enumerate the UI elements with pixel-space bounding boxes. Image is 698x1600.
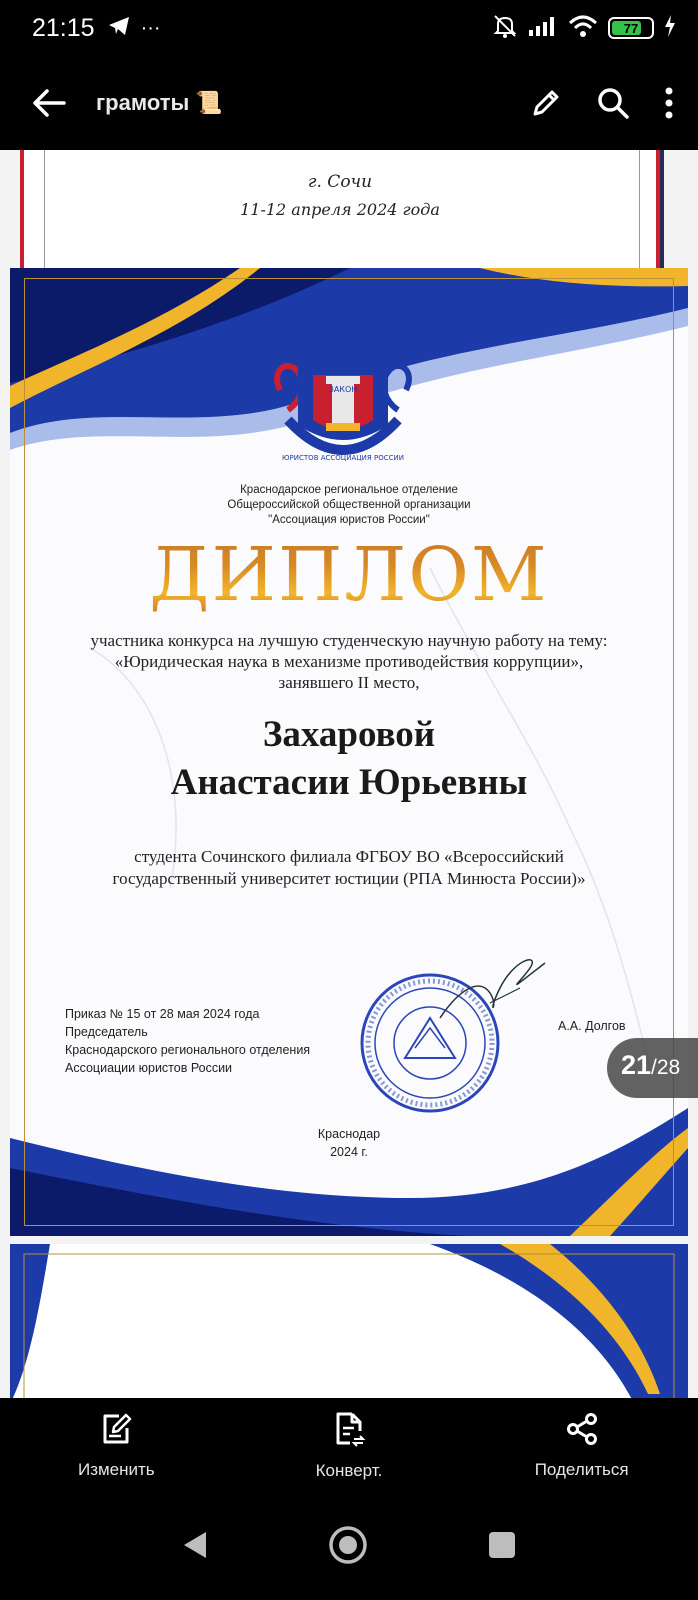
diploma-text-line-3: занявшего II место, [278, 673, 420, 692]
share-button[interactable] [492, 1412, 672, 1480]
student-line-1: студента Сочинского филиала ФГБОУ ВО «Всероссийский [134, 847, 564, 866]
student-line-2: государственный университет юстиции (РПА Минюста России)» [112, 869, 586, 888]
signal-icon [528, 15, 558, 42]
org-line-3: "Ассоциация юристов России" [268, 514, 430, 526]
chair-line-2: Краснодарского регионального отделения [65, 1043, 311, 1057]
battery-icon [608, 17, 654, 39]
more-vert-icon[interactable] [664, 87, 674, 119]
share-icon [565, 1412, 599, 1450]
signature [430, 948, 550, 1028]
convert-document-icon [332, 1411, 366, 1451]
signer-name: А.А. Долгов [558, 1019, 626, 1033]
back-arrow-icon[interactable] [32, 88, 66, 118]
page-indicator [607, 1038, 698, 1098]
chair-line-3: Ассоциации юристов России [65, 1061, 233, 1075]
edit-label: Изменить [77, 1460, 155, 1479]
status-extra: ··· [140, 16, 161, 39]
diploma-year: 2024 г. [330, 1145, 368, 1159]
association-logo [268, 330, 418, 475]
share-label: Поделиться [534, 1460, 629, 1479]
page-current: 21 [621, 1050, 652, 1080]
telegram-icon [107, 15, 131, 42]
edit-document-icon [99, 1412, 133, 1450]
prev-page-city: г. Сочи [307, 172, 373, 192]
search-icon[interactable] [596, 86, 630, 120]
pencil-icon[interactable] [530, 87, 562, 119]
nav-back-icon[interactable] [182, 1530, 208, 1564]
wifi-icon [568, 14, 598, 43]
mute-icon [492, 13, 518, 44]
convert-button[interactable] [259, 1411, 439, 1481]
order-text: Приказ № 15 от 28 мая 2024 года [65, 1007, 260, 1021]
bottom-toolbar [0, 1398, 698, 1494]
status-bar [0, 0, 698, 56]
page-title: грамоты 📜 [96, 90, 223, 115]
diploma-city: Краснодар [317, 1127, 381, 1141]
prev-page-date: 11-12 апреля 2024 года [240, 200, 440, 219]
nav-home-icon[interactable] [328, 1525, 368, 1569]
chair-line-1: Председатель [65, 1025, 148, 1039]
next-page [10, 1244, 688, 1398]
org-line-2: Общероссийской общественной организации [227, 499, 471, 511]
diploma-page [10, 268, 688, 1236]
system-nav-bar [0, 1494, 698, 1600]
battery-level: 77 [623, 20, 639, 36]
recipient-surname: Захаровой [262, 714, 436, 755]
diploma-title: ДИПЛОМ [10, 530, 688, 620]
org-line-1: Краснодарское региональное отделение [240, 484, 458, 496]
app-bar [0, 56, 698, 150]
convert-label: Конверт. [315, 1461, 383, 1480]
recipient-given-names: Анастасии Юрьевны [170, 762, 528, 803]
document-viewer[interactable] [0, 150, 698, 1398]
svg-text:ЮРИСТОВ АССОЦИАЦИЯ РОССИИ: ЮРИСТОВ АССОЦИАЦИЯ РОССИИ [282, 454, 404, 462]
svg-text:ЗАКОН: ЗАКОН [328, 385, 358, 394]
nav-recents-icon[interactable] [488, 1531, 516, 1563]
page-total: /28 [651, 1056, 681, 1079]
status-time: 21:15 [32, 13, 95, 42]
edit-button[interactable] [26, 1412, 206, 1480]
diploma-text-line-2: «Юридическая наука в механизме противодействия коррупции», [114, 652, 584, 671]
diploma-text-line-1: участника конкурса на лучшую студенческую научную работу на тему: [90, 631, 608, 650]
charging-bolt-icon [664, 15, 676, 42]
